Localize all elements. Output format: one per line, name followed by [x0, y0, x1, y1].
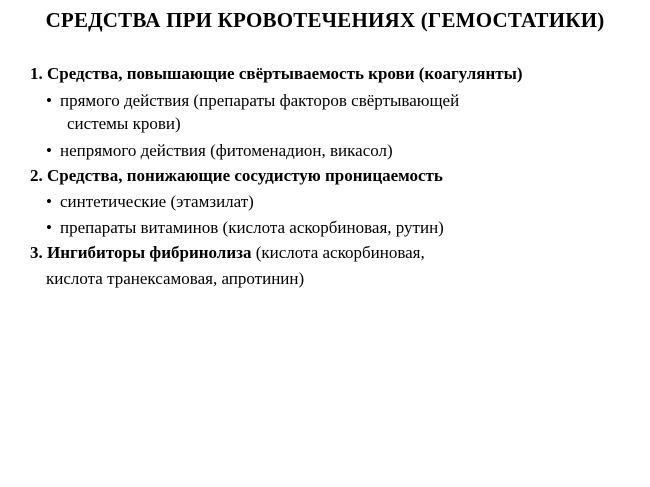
bullet-icon: • [46, 218, 52, 237]
list-item [46, 90, 459, 112]
bullet-icon: • [46, 141, 52, 160]
section-3-heading-bold: 3. Ингибиторы фибринолиза [30, 243, 252, 262]
bullet-icon: • [46, 192, 52, 211]
section-3-heading-rest: (кислота аскорбиновая, [251, 243, 425, 262]
list-item-text: препараты витаминов (кислота аскорбиновая, рутин) [60, 218, 444, 237]
list-item [46, 217, 444, 239]
list-item-text: непрямого действия (фитоменадион, викасол) [60, 141, 393, 160]
list-item-text: синтетические (этамзилат) [60, 192, 254, 211]
list-item-text: прямого действия (препараты факторов свёртывающей [60, 91, 460, 110]
bullet-icon: • [46, 91, 52, 110]
section-3-continuation: кислота транексамовая, апротинин) [46, 269, 305, 288]
list-item-continuation: системы крови) [67, 114, 181, 133]
list-item [46, 191, 254, 213]
page-title: СРЕДСТВА ПРИ КРОВОТЕЧЕНИЯХ (ГЕМОСТАТИКИ) [45, 8, 605, 32]
section-2-heading: 2. Средства, понижающие сосудистую проницаемость [30, 166, 443, 185]
list-item [46, 140, 393, 162]
section-3-heading [30, 242, 425, 264]
section-1-heading: 1. Средства, повышающие свёртываемость крови (коагулянты) [30, 64, 523, 83]
